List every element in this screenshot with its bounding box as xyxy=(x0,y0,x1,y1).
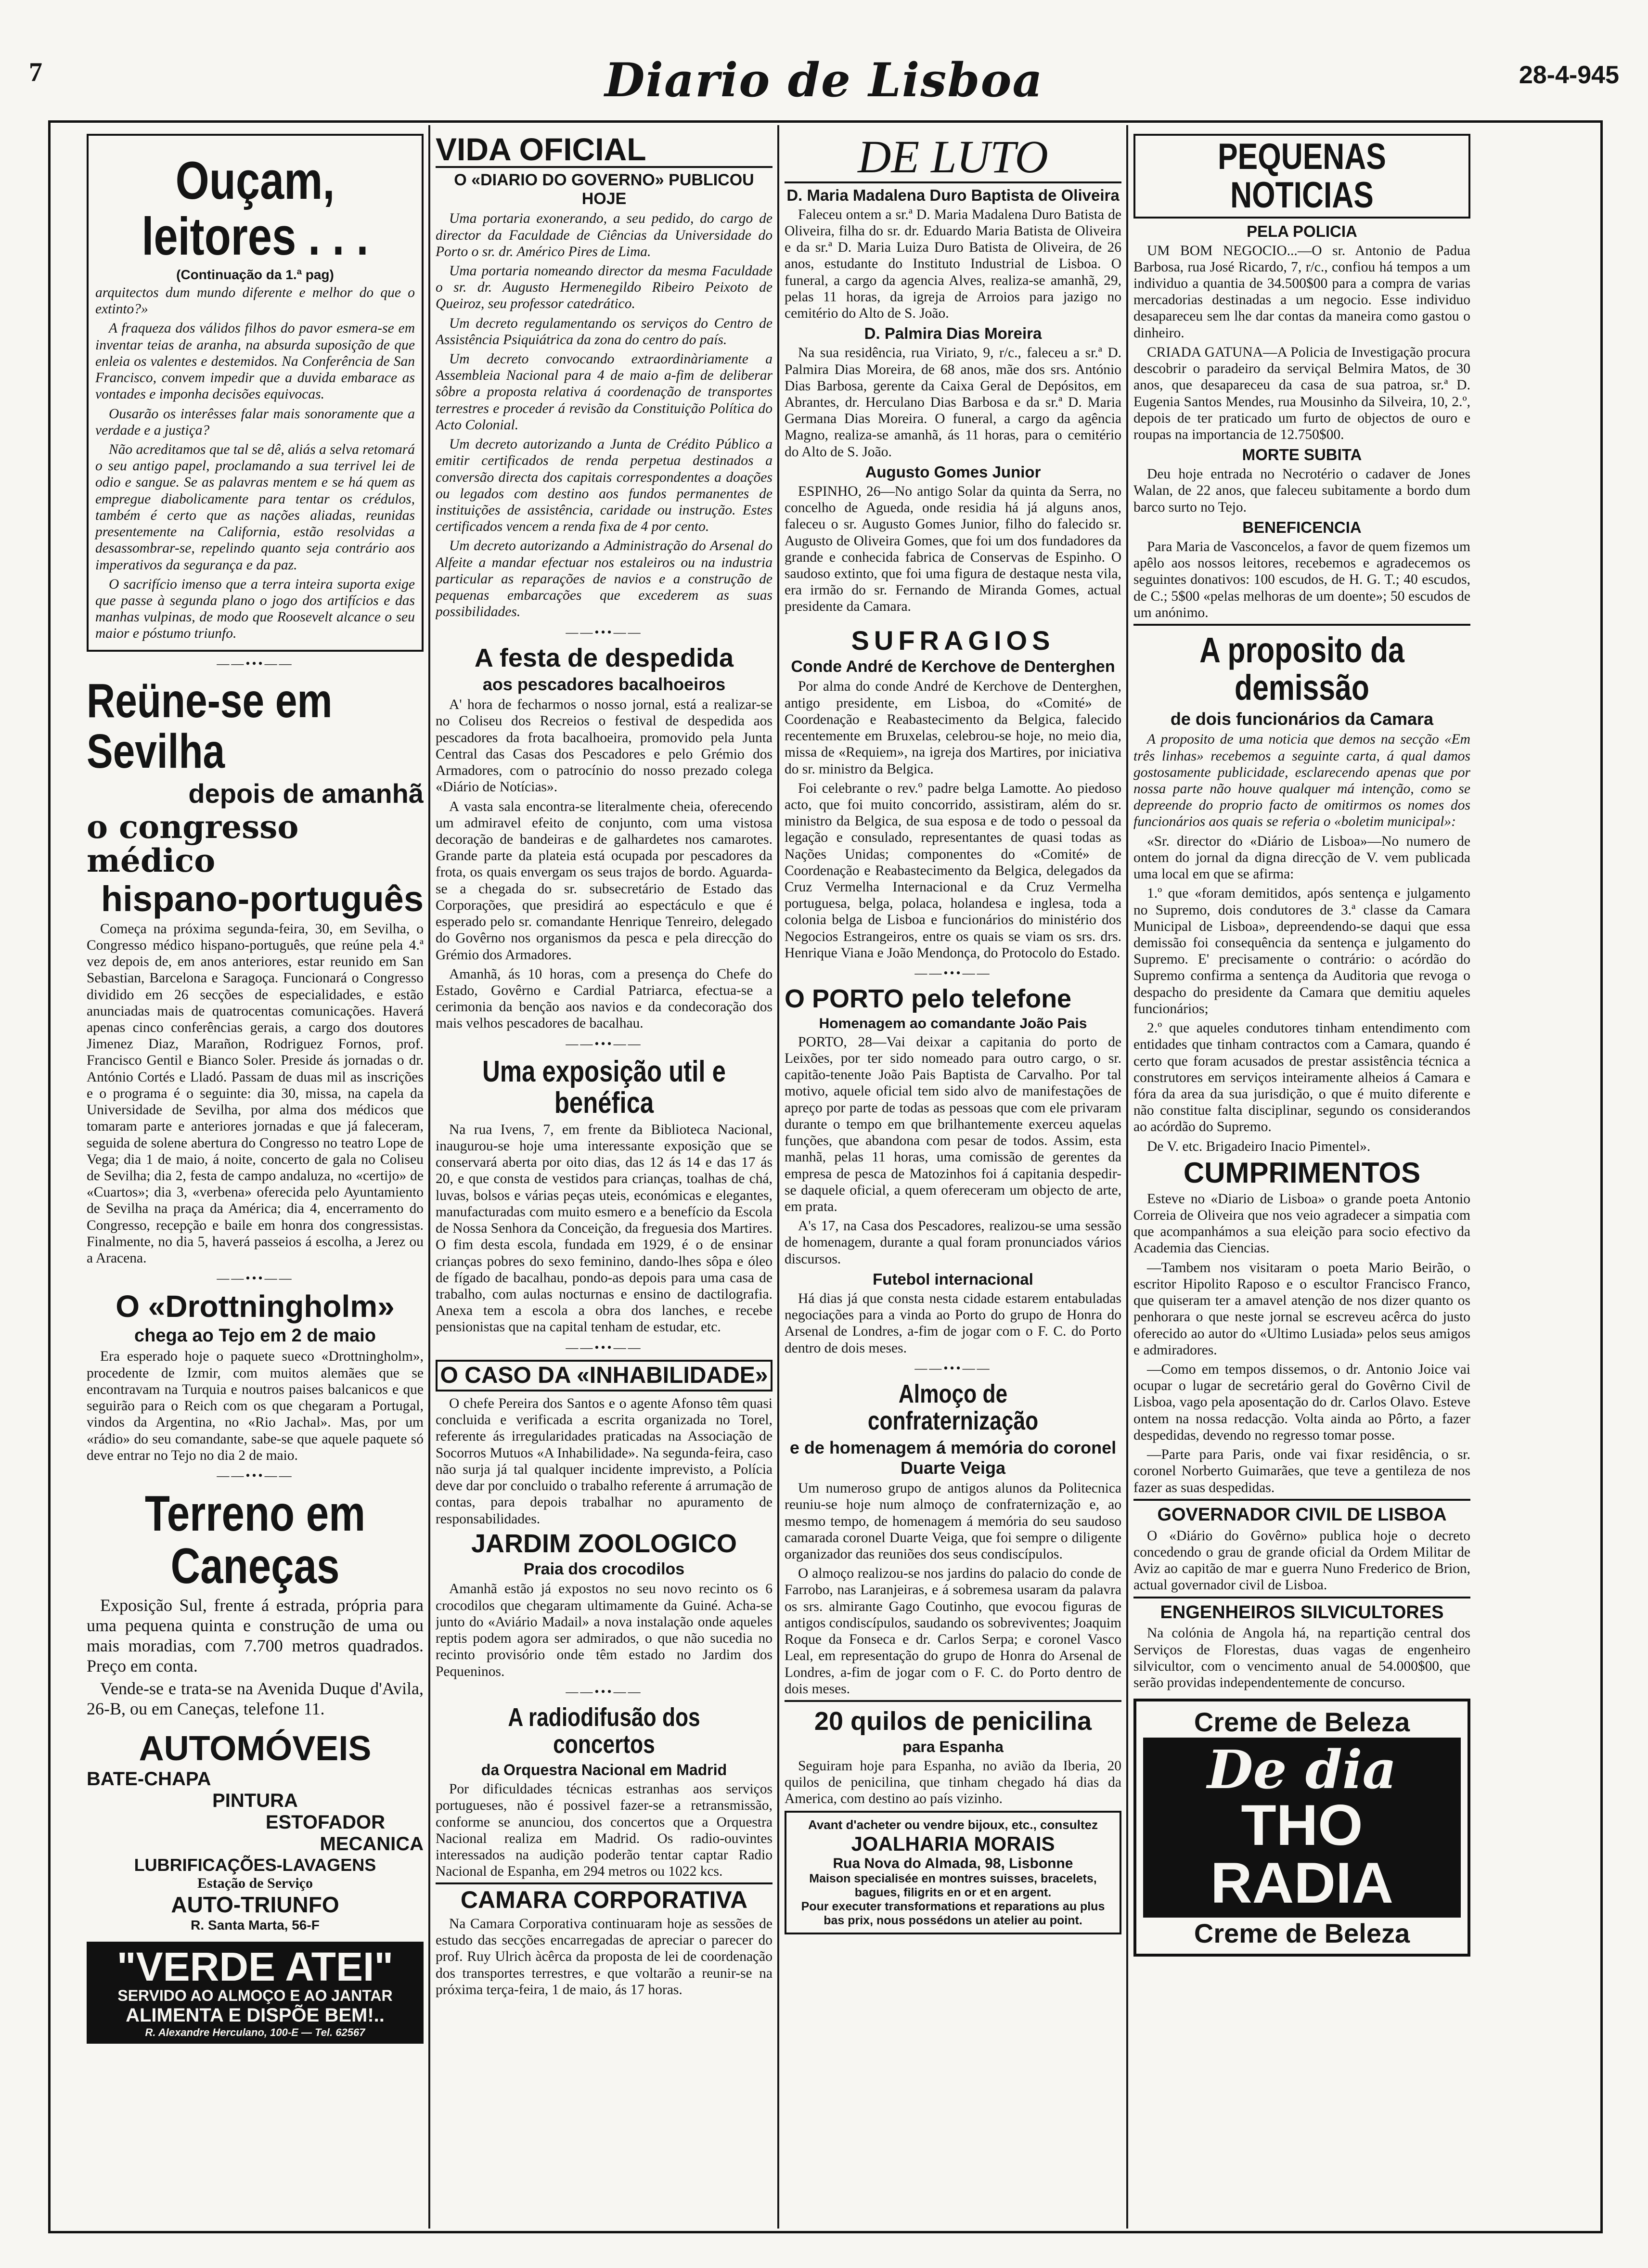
section-title: PEQUENAS NOTICIAS xyxy=(1218,136,1386,216)
separator: ——•••—— xyxy=(914,966,991,980)
ad-line: JOALHARIA MORAIS xyxy=(851,1832,1055,1856)
article-cumprimentos xyxy=(1133,1158,1470,1496)
subheading: PELA POLICIA xyxy=(1247,222,1357,240)
paragraph: A vasta sala encontra-se literalmente cheia, oferecendo um admiravel efeito de conjunto, com uma vistosa decoração de bandeiras e de galhardetes nos camarotes. Grande parte da plateia está ocupada por pescadores da frota, os quais envergam os seus trajos de bordo. Aguarda-se a chegada do sr. subsecretário de Estado das Corporações, que presidirá ao espectáculo e que é esperado pelo sr. comandante Henrique Tenreiro, delegado do Govêrno nos organismos da pesca e pela direcção do Grémio dos Armadores. xyxy=(436,799,772,963)
continuation-note: (Continuação da 1.ª pag) xyxy=(176,267,334,282)
separator: ——•••—— xyxy=(217,656,294,670)
paragraph: A fraqueza dos válidos filhos do pavor esmera-se em inventar teias de aranha, na absurda suposição de que enleia os valentes e destemidos. Na Conferência de San Francisco, convem impedir que a duvida embarace as vontades e imponha decisões equivocas. xyxy=(95,321,415,402)
article-radiodifusao xyxy=(436,1704,772,1880)
ad-line: Creme de Beleza xyxy=(1194,1918,1410,1949)
paragraph: Por alma do conde André de Kerchove de Denterghen, antigo presidente, em Lisboa, do «Comité» de Coordenação e Reabastecimento da Belgica, falecido recentemente em Bruxelas, celebrou-se hoje, no meio dia, missa de «Requiem», na igreja dos Martires, por iniciativa do sr. ministro da Belgica. xyxy=(785,679,1121,777)
paragraph: A proposito de uma noticia que demos na secção «Em três linhas» recebemos a seguinte carta, á qual damos gostosamente publicidade, esclarecendo apenas que por nossa parte não houve qualquer má intenção, como se depreende do proprio facto de omitirmos os nomes dos funcionários aos quais se referia o «boletim municipal»: xyxy=(1133,732,1470,830)
paragraph: Para Maria de Vasconcelos, a favor de quem fizemos um apêlo aos nossos leitores, recebemos e agradecemos os seguintes donativos: 100 escudos, de H. G. T.; 40 escudos, de C.; 5$00 «pelas melhoras de um doente»; 50 escudos de um anónimo. xyxy=(1133,539,1470,620)
article-jardim-zoologico xyxy=(436,1530,772,1680)
article-porto-telefone xyxy=(785,985,1121,1356)
paragraph: Um decreto autorizando a Junta de Crédito Público a emitir certificados de renda perpetua destinados a conversão directa dos capitais correspondentes a doações ou legados com destino aos fundos permanentes de instituições de assistência, caridade ou instrução. Estes certificados vencem a renda fixa de 4 por cento. xyxy=(436,437,772,535)
paragraph: Um numeroso grupo de antigos alunos da Politecnica reuniu-se hoje num almoço de confraternização e, ao mesmo tempo, de homenagem á memória do seu saudoso camarada coronel Duarte Veiga, que foi sempre o diligente organizador das reuniões dos seus condiscípulos. xyxy=(785,1481,1121,1562)
paragraph: Na sua residência, rua Viriato, 9, r/c., faleceu a sr.ª D. Palmira Dias Moreira, de 68 anos, mãe dos srs. António Dias Barbosa, gerente da Caixa Geral de Depósitos, em Abrantes, dr. Herculano Dias Barbosa e da sr.ª D. Maria Germana Dias Moreira. O funeral, a cargo da agência Magno, realiza-se amanhã, ás 11 horas, para o cemitério do Alto de S. João. xyxy=(785,345,1121,460)
paragraph: A's 17, na Casa dos Pescadores, realizou-se uma sessão de homenagem, durante a qual foram pronunciados vários discursos. xyxy=(785,1218,1121,1267)
ad-line: SERVIDO AO ALMOÇO E AO JANTAR xyxy=(117,1986,393,2004)
section-title: DE LUTO xyxy=(785,133,1121,183)
paragraph: Um decreto convocando extraordinàriamente a Assembleia Nacional para 4 de maio a-fim de deliberar sôbre a proposta relativa á coordenação de transportes terrestres e proceder á revisão da Constituição Política do Acto Colonial. xyxy=(436,351,772,433)
paragraph: arquitectos dum mundo diferente e melhor do que o extinto?» xyxy=(95,285,415,317)
ad-line: Maison specialisée en montres suisses, bracelets, bagues, filigrits en or et en argent. xyxy=(809,1872,1097,1900)
ad-line: Pour executer transformations et reparations au plus bas prix, nous possédons un atelier au point. xyxy=(801,1900,1105,1928)
paragraph: ESPINHO, 26—No antigo Solar da quinta da Serra, no concelho de Agueda, onde residia há já alguns anos, faleceu o sr. Augusto Gomes Junior, filho do falecido sr. Augusto de Oliveira Gomes, que foi um dos fundadores da grande e conhecida fabrica de Conservas de Espinho. O saudoso extinto, que foi uma figura de destaque nesta vila, era irmão do sr. Fernando de Miranda Gomes, actual presidente da Camara. xyxy=(785,483,1121,615)
article-almoco xyxy=(785,1380,1121,1697)
article-governador-civil xyxy=(1133,1499,1470,1594)
ad-line: THO xyxy=(1241,1793,1363,1858)
paragraph: O sacrifício imenso que a terra inteira suporta exige que passe à segunda plano o jogo dos artifícios e das manhas vulpinas, de modo que Roosevelt alcance o seu maior e póstumo triunfo. xyxy=(95,576,415,642)
paragraph: Na colónia de Angola há, na repartição central dos Serviços de Florestas, duas vagas de engenheiro silvicultor, com o vencimento anual de 54.000$00, que serão providas independentemente de concurso. xyxy=(1133,1625,1470,1691)
headline-line: o congresso médico xyxy=(87,808,299,879)
column-2 xyxy=(436,130,772,2229)
paragraph: 2.º que aqueles condutores tinham entendimento com entidades que tinham contractos com a Camara, quando é certo que foram acusados de prestar assistência técnica a construtores em serviços inteiramente alheios á Camara e fóra da area da sua jurisdição, o que é muito diferente e não constitue falta disciplinar, segundo os considerandos ao acórdão do Supremo. xyxy=(1133,1020,1470,1135)
article-drottningholm xyxy=(87,1290,424,1464)
subheadline: e de homenagem á memória do coronel Duarte Veiga xyxy=(789,1438,1117,1478)
headline-line: hispano-português xyxy=(101,878,424,919)
paragraph: Exposição Sul, frente á estrada, própria para uma pequena quinta e construção de uma ou mais moradias, com 7.700 metros quadrados. Preço em conta. xyxy=(87,1596,424,1675)
headline: A proposito da demissão xyxy=(1199,630,1404,708)
paragraph: Na Camara Corporativa continuaram hoje as sessões de estudo das secções encarregadas de apreciar o parecer do prof. Ruy Ulrich àcêrca da proposta de lei de coordenação dos transportes terrestres, e que voltarão a reunir-se na próxima terça-feira, 1 de maio, ás 17 horas. xyxy=(436,1916,772,1997)
paragraph: Amanhã, ás 10 horas, com a presença do Chefe do Estado, Govêrno e Cardial Patriarca, efectua-se a cerimonia da benção aos navios e da condecoração dos mais velhos pescadores de bacalhau. xyxy=(436,966,772,1031)
paragraph: PORTO, 28—Vai deixar a capitania do porto de Leixões, por ter sido nomeado para outro cargo, o sr. capitão-tenente João Pais Baptista de Carvalho. Por tal motivo, aquele oficial tem sido alvo de manifestações de apreço por parte de todas as pessoas que com ele privaram durante o tempo em que brilhantemente exerceu aquelas funções, que abandona com pesar de todos. Assim, esta manhã, pelas 11 horas, uma comissão de gerentes da empresa de pesca de Matozinhos foi á capitania despedir-se daquele oficial, a quem ofereceram um objecto de arte, em prata. xyxy=(785,1034,1121,1214)
ad-line: Rua Nova do Almada, 98, Lisbonne xyxy=(833,1856,1073,1872)
ad-joalharia-morais xyxy=(785,1811,1121,1934)
paragraph: «Sr. director do «Diário de Lisboa»—No numero de ontem do jornal da digna direcção de V. vem publicada uma local em que se afirma: xyxy=(1133,833,1470,882)
subheading: BENEFICENCIA xyxy=(1242,518,1362,536)
paragraph: Uma portaria exonerando, a seu pedido, do cargo de director da Faculdade de Ciências da Universidade do Porto o sr. dr. Américo Pires de Lima. xyxy=(436,211,772,259)
ad-creme-thoradia xyxy=(1133,1699,1470,1957)
separator: ——•••—— xyxy=(566,1684,643,1699)
headline: A radiodifusão dos concertos xyxy=(508,1702,700,1759)
subheadline: aos pescadores bacalhoeiros xyxy=(482,674,726,695)
paragraph: CRIADA GATUNA—A Policia de Investigação procura descobrir o paradeiro da serviçal Belmira Matos, de 30 anos, que desapareceu da casa de sua patroa, sr.ª D. Eugenia Santos Mendes, rua Mousinho da Silveira, 10, 2.º, depois de ter praticado um furto de objectos de ouro e roupas na importancia de 12.750$00. xyxy=(1133,344,1470,442)
paragraph: Foi celebrante o rev.º padre belga Lamotte. Ao piedoso acto, que foi muito concorrido, assistiram, além do sr. ministro da Belgica, de sua esposa e de todo o pessoal da legação e consulado, representantes de quasi todas as Nações Unidas; componentes do «Comité» de Coordenação e Reabastecimento da Belgica, delegados da Cruz Vermelha Internacional e da Cruz Vermelha portuguesa, belga, polaca, holandesa e inglesa, toda a colonia belga de Lisboa e funcionários do ministério dos Negocios Estrangeiros, entre os quais se viam os srs. drs. Henrique Viana e João Mendonça, do Protocolo do Estado. xyxy=(785,780,1121,961)
headline: A festa de despedida xyxy=(474,643,734,672)
paragraph: Na rua Ivens, 7, em frente da Biblioteca Nacional, inaugurou-se hoje uma interessante exposição que se conservará aberta por oito dias, das 12 ás 14 e das 17 ás 20, e que consta de vestidos para crianças, toalhas de chá, luvas, bolsos e várias peças uteis, económicas e elegantes, manufacturadas com muito esmero e a benefício da Escola de Nossa Senhora da Conceição, da freguesia dos Martires. O fim desta escola, fundada em 1929, é o de ensinar crianças pobres do sexo feminino, dando-lhes sôpa e óleo de fígado de bacalhau, pondo-as depois para uma casa de trabalho, com aulas nocturnas e ensino de dactilografia. Anexa tem a escola a obra dos lanches, e recebe pensionistas que na capital tenham de estudar, etc. xyxy=(436,1121,772,1335)
issue-date: 28-4-945 xyxy=(1519,61,1619,89)
article-congresso-medico xyxy=(87,673,424,1267)
column-3 xyxy=(785,130,1121,2229)
paragraph: O «Diário do Govêrno» publica hoje o decreto concedendo o grau de grande oficial da Ordem Militar de Aviz ao capitão de mar e guerra Nuno Frederico de Brion, actual governador civil de Lisboa. xyxy=(1133,1528,1470,1593)
article-sufragios xyxy=(785,627,1121,962)
subheadline: Homenagem ao comandante João Pais xyxy=(819,1015,1087,1031)
subheadline: Praia dos crocodilos xyxy=(523,1560,685,1579)
paragraph: Por dificuldades técnicas estranhas aos serviços portugueses, não é possivel fazer-se a retransmissão, conforme se anunciou, dos concertos que a Orquestra Nacional realiza em Madrid. Os radio-ouvintes interessados na audição poderão tentar captar Radio Nacional de Espanha, em 294 metros ou 1022 kcs. xyxy=(436,1781,772,1880)
headline: Almoço de confraternização xyxy=(867,1379,1039,1436)
column-rule xyxy=(1126,125,1128,2229)
paragraph: —Parte para Paris, onde vai fixar residência, o sr. coronel Norberto Guimarães, que teve a gentileza de nos fazer as suas despedidas. xyxy=(1133,1447,1470,1495)
paragraph: Um decreto regulamentando os serviços do Centro de Assistência Psiquiátrica da zona do centro do país. xyxy=(436,315,772,348)
ad-terreno-canecas xyxy=(87,1485,424,1719)
obituary-name: Augusto Gomes Junior xyxy=(865,463,1041,481)
article-oucam-leitores xyxy=(87,134,424,652)
separator: ——•••—— xyxy=(217,1468,294,1482)
newspaper-title: Diario de Lisboa xyxy=(605,53,1043,107)
column-rule xyxy=(428,125,430,2229)
subheading: Futebol internacional xyxy=(873,1270,1033,1288)
paragraph: Seguiram hoje para Espanha, no avião da Iberia, 20 quilos de penicilina, que tinham chegado há dias da America, com destino ao país vizinho. xyxy=(785,1758,1121,1807)
ad-line: De dia xyxy=(1207,1739,1397,1801)
paragraph: O almoço realizou-se nos jardins do palacio do conde de Farrobo, nas Laranjeiras, e á sobremesa usaram da palavra os srs. almirante Gago Coutinho, que evocou figuras de antigos condiscípulos, saudando os sobreviventes; Joaquim Roque da Fonseca e dr. Carlos Serpa; e coronel Vasco Leal, em representação do grupo de Honra do Arsenal de Londres, a-fim de jogar com o F. C. do Porto dentro de dois meses. xyxy=(785,1566,1121,1697)
masthead-bar xyxy=(29,53,1619,106)
ad-verde-atei xyxy=(87,1942,424,2044)
obituary-name: D. Maria Madalena Duro Baptista de Oliveira xyxy=(786,186,1120,204)
paragraph: —Como em tempos dissemos, o dr. Antonio Joice vai ocupar o lugar de secretário geral do Govêrno Civil de Lisboa, vago pela aposentação do dr. Carlos Olavo. Esteve ontem na nossa redacção. Volta ainda ao Pôrto, a fazer despedidas, devendo no regresso tomar posse. xyxy=(1133,1362,1470,1443)
subheadline: O «DIARIO DO GOVERNO» PUBLICOU HOJE xyxy=(454,171,754,208)
paragraph: O chefe Pereira dos Santos e o agente Afonso têm quasi concluida e verificada a escrita organizada no Torel, referente ás irregularidades praticadas na Associação de Socorros Mutuos «A Inhabilidade». Na segunda-feira, caso não surja já tal qualquer incidente imprevisto, a Polícia deve dar por concluido o trabalho referente á arrumação de contas, para depois trabalhar no apuramento de responsabilidades. xyxy=(436,1396,772,1527)
article-penicilina xyxy=(785,1700,1121,1807)
column-4 xyxy=(1133,130,1470,2229)
ad-line: PINTURA xyxy=(212,1790,298,1811)
paragraph: Vende-se e trata-se na Avenida Duque d'Avila, 26-B, ou em Caneças, telefone 11. xyxy=(87,1679,424,1719)
page-number: 7 xyxy=(29,57,42,87)
headline: ENGENHEIROS SILVICULTORES xyxy=(1160,1602,1444,1623)
ad-line: MECANICA xyxy=(320,1833,424,1855)
headline: CAMARA CORPORATIVA xyxy=(436,1882,772,1913)
subheadline: Conde André de Kerchove de Denterghen xyxy=(791,657,1115,676)
headline: Terreno em Caneças xyxy=(144,1485,366,1595)
separator: ——•••—— xyxy=(566,1036,643,1051)
ad-line: Avant d'acheter ou vendre bijoux, etc., consultez xyxy=(808,1817,1098,1832)
ad-line: LUBRIFICAÇÕES-LAVAGENS xyxy=(134,1855,376,1875)
article-engenheiros xyxy=(1133,1597,1470,1691)
separator: ——•••—— xyxy=(217,1271,294,1286)
ad-line: R. Santa Marta, 56-F xyxy=(191,1917,320,1933)
paragraph: Esteve no «Diario de Lisboa» o grande poeta Antonio Correia de Oliveira que nos veio agradecer a simpatia com que acompanhámos a sua eleição para socio efectivo da Academia das Ciencias. xyxy=(1133,1191,1470,1256)
ad-line: BATE-CHAPA xyxy=(87,1768,211,1790)
paragraph: Um decreto autorizando a Administração do Arsenal do Alfeite a mandar efectuar nos estaleiros ou na industria particular as reparações de navios e a construção de pequenas embarcações que excederem as suas possibilidades. xyxy=(436,538,772,620)
article-demissao xyxy=(1133,624,1470,1155)
article-vida-oficial xyxy=(436,133,772,620)
paragraph: Deu hoje entrada no Necrotério o cadaver de Jones Walan, de 22 anos, que faleceu subitamente a bordo dum barco surto no Tejo. xyxy=(1133,466,1470,515)
subheadline: para Espanha xyxy=(902,1738,1004,1755)
subheadline: chega ao Tejo em 2 de maio xyxy=(134,1326,376,1346)
headline: CUMPRIMENTOS xyxy=(1183,1156,1421,1189)
subheadline: da Orquestra Nacional em Madrid xyxy=(481,1761,727,1779)
subheading: MORTE SUBITA xyxy=(1242,446,1362,464)
section-title: VIDA OFICIAL xyxy=(436,133,772,168)
paragraph: —Tambem nos visitaram o poeta Mario Beirão, o escritor Hipolito Raposo e o escultor Francisco Franco, que quiseram ter a amavel atenção de nos dizer quanto os penhorara o que neste jornal se escreveu acêrca do justo oferecido ao autor do «Ultimo Lusiada» pelos seus amigos e admiradores. xyxy=(1133,1260,1470,1358)
headline: JARDIM ZOOLOGICO xyxy=(471,1529,737,1558)
headline: 20 quilos de penicilina xyxy=(814,1706,1092,1736)
ad-line: Creme de Beleza xyxy=(1194,1707,1410,1738)
article-camara-corporativa xyxy=(436,1882,772,1998)
ad-auto-triunfo xyxy=(87,1729,424,1933)
ad-line: R. Alexandre Herculano, 100-E — Tel. 62567 xyxy=(145,2026,365,2038)
article-exposicao xyxy=(436,1056,772,1336)
article-festa-despedida xyxy=(436,644,772,1032)
column-rule xyxy=(777,125,779,2229)
column-1 xyxy=(87,130,424,2229)
paragraph: UM BOM NEGOCIO...—O sr. Antonio de Padua Barbosa, rua José Ricardo, 7, r/c., confiou há tempos a um individuo a quantia de 34.500$00 para a compra de varias mercadorias destinadas a um negocio. Esse individuo desapareceu sem lhe dar contas da maneira como gastou o dinheiro. xyxy=(1133,243,1470,341)
paragraph: Faleceu ontem a sr.ª D. Maria Madalena Duro Batista de Oliveira, filha do sr. dr. Eduardo Maria Batista de Oliveira e da sr.ª D. Maria Luiza Duro Batista de Oliveira, de 26 anos, estudante do Instituto Industrial de Lisboa. O funeral, a cargo da agencia Alves, realiza-se amanhã, 29, pelas 11 horas, da igreja de Arroios para jazigo no cemitério do Alto de S. João. xyxy=(785,206,1121,322)
separator: ——•••—— xyxy=(566,625,643,639)
paragraph: Era esperado hoje o paquete sueco «Drottningholm», procedente de Izmir, com muitos alemães que se encontravam na Turquia e noutros paises balcanicos e que seguirão para o Reich com os que chegaram a Portugal, vindos da Argentina, no «Rio Jachal». Mas, por um «rádio» do seu comandante, sabe-se que aquele paquete só deve entrar no Tejo no dia 2 de maio. xyxy=(87,1349,424,1463)
ad-line: "VERDE ATEI" xyxy=(116,1944,394,1989)
paragraph: 1.º que «foram demitidos, após sentença e julgamento no Supremo, dois condutores de 3.ª classe da Camara Municipal de Lisboa», depreendendo-se daqui que essa demissão foi consequência da sentença e julgamento do Supremo. E' precisamente o contrário: o acórdão do Supremo confirma a sentença da Auditoria que revoga o despacho do presidente da Camara que demitiu aqueles funcionários; xyxy=(1133,886,1470,1017)
headline: SUFRAGIOS xyxy=(851,625,1055,656)
ad-line: ESTOFADOR xyxy=(265,1811,385,1833)
paragraph: Há dias já que consta nesta cidade estarem entabuladas negociações para a vinda ao Porto do grupo de Honra do Arsenal de Londres, a-fim de jogar com o F. C. do Porto dentro de dois meses. xyxy=(785,1290,1121,1356)
headline: Reüne-se em Sevilha xyxy=(87,673,333,778)
headline: Ouçam, leitores . . . xyxy=(142,151,369,266)
paragraph: Ousarão os interêsses falar mais sonoramente que a verdade e a justiça? xyxy=(95,406,415,438)
paragraph: Não acreditamos que tal se dê, aliás a selva retomará o seu antigo papel, proclamando a sua terrivel lei de odio e sangue. Se as palavras mentem e se há quem as empregue diabolicamente para tentar os crédulos, também é certo que as nações aliadas, reunidas presentemente na California, estão resolvidas a desassombrar-se, repelindo quanto seja contrário aos imperativos da segurança e da paz. xyxy=(95,441,415,573)
paragraph: Começa na próxima segunda-feira, 30, em Sevilha, o Congresso médico hispano-português, que reúne pela 4.ª vez depois de, em anos anteriores, estar reunido em San Sebastian, Barcelona e Saragoça. Funcionará o Congresso dividido em 26 secções de especialidades, e estão anunciadas mais de quatrocentas comunicações. Haverá apenas cinco conferências gerais, a cargo dos doutores Jimenez Diaz, Marañon, Rodriguez Fornos, prof. Francisco Gentil e Bianco Soler. Preside ás jornadas o dr. António Cortés e Lladó. Passam de duas mil as inscrições e o programa é o seguinte: dia 30, missa, na capela da Universidade de Sevilha, por alma dos médicos que tomaram parte e anteriores jornadas e que já faleceram, seguida de solene abertura do Congresso no teatro Lope de Vega; dia 1 de maio, á noite, concerto de gala no Coliseu de Sevilha; dia 2, festa de campo andaluza, no «certijo» de «Cuartos»; dia 3, «verbena» oferecida pelo Ayuntamiento de Sevilha na praça da América; dia 4, encerramento do Congresso, recepção e baile em honra dos congressistas. Finalmente, no dia 5, haverá passeios á escolha, a Jerez ou a Aracena. xyxy=(87,921,424,1266)
paragraph: Amanhã estão já expostos no seu novo recinto os 6 crocodilos que chegaram ultimamente da Guiné. Acha-se junto do «Aviário Madail» a nova instalação onde aqueles reptis podem agora ser admirados, o que não sucedia no recinto provisório onde têm estado no Jardim dos Pequeninos. xyxy=(436,1581,772,1679)
obituary-name: D. Palmira Dias Moreira xyxy=(864,324,1042,343)
separator: ——•••—— xyxy=(566,1340,643,1354)
paragraph: De V. etc. Brigadeiro Inacio Pimentel». xyxy=(1147,1138,1371,1154)
separator: ——•••—— xyxy=(914,1361,991,1375)
headline: O «Drottningholm» xyxy=(116,1289,395,1324)
paragraph: Uma portaria nomeando director da mesma Faculdade o sr. dr. Augusto Hermenegildo Ribeiro Peixoto de Queiroz, seu professor catedrático. xyxy=(436,263,772,312)
headline: O CASO DA «INHABILIDADE» xyxy=(436,1360,772,1392)
subheadline: de dois funcionários da Camara xyxy=(1170,709,1434,729)
ad-line: AUTO-TRIUNFO xyxy=(171,1892,339,1917)
headline: O PORTO pelo telefone xyxy=(785,984,1072,1014)
ad-line: RADIA xyxy=(1210,1851,1393,1916)
article-pequenas-noticias xyxy=(1133,134,1470,621)
headline: GOVERNADOR CIVIL DE LISBOA xyxy=(1157,1504,1447,1525)
ad-line: Estação de Serviço xyxy=(197,1875,313,1891)
article-de-luto xyxy=(785,133,1121,615)
paragraph: A' hora de fecharmos o nosso jornal, está a realizar-se no Coliseu dos Recreios o festival de despedida aos pescadores da frota bacalhoeira, promovido pela Junta Central das Casas dos Pescadores e pelo Grémio dos Armadores, com o patrocínio do nosso prezado colega «Diário de Notícias». xyxy=(436,697,772,795)
headline-line: depois de amanhã xyxy=(188,778,424,809)
headline: Uma exposição util e benéfica xyxy=(482,1055,726,1120)
ad-line: ALIMENTA E DISPÕE BEM!.. xyxy=(126,2004,385,2026)
ad-line: AUTOMÓVEIS xyxy=(139,1729,372,1768)
article-inhabilidade xyxy=(436,1360,772,1527)
